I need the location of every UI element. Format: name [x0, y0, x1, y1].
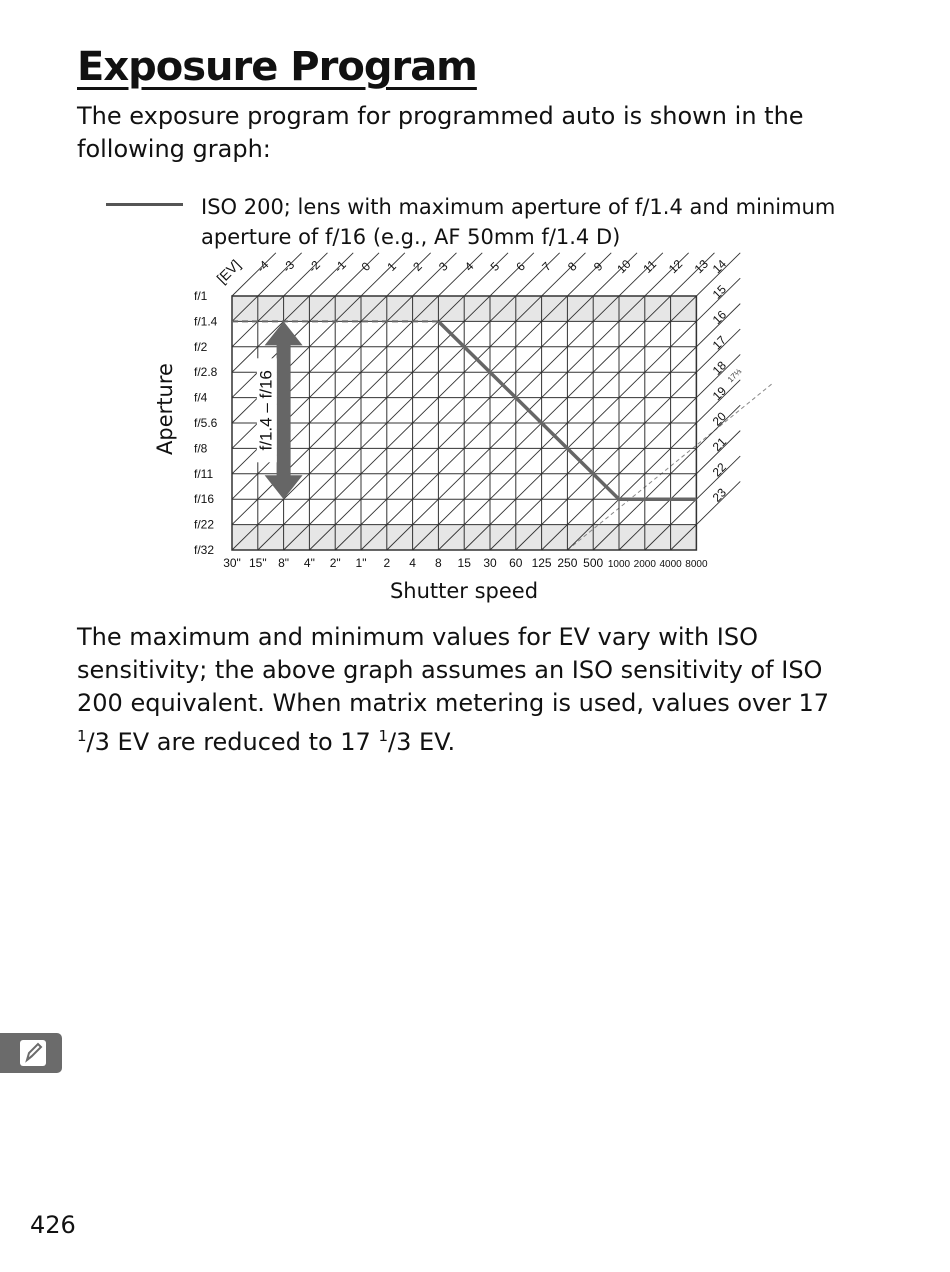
ev-label-top: 3: [435, 259, 451, 274]
ev-label-top: 11: [640, 257, 660, 276]
ev-label-top: 2: [410, 259, 425, 274]
ev-label-right: 14: [709, 256, 730, 277]
body-paragraph: [77, 621, 867, 759]
x-tick-label: 4000: [659, 559, 682, 570]
ev-label-right: 19: [709, 383, 730, 404]
x-tick-label: 4": [303, 556, 315, 570]
fraction-numerator: 1: [77, 727, 87, 745]
page-number: 426: [30, 1211, 76, 1239]
x-tick-label: 2": [329, 556, 341, 570]
x-tick-label: 8: [435, 556, 442, 570]
fraction-denominator: /3: [86, 728, 110, 756]
pencil-icon: [20, 1040, 46, 1066]
x-tick-label: 1000: [607, 559, 631, 570]
y-tick-label: f/2.8: [194, 365, 218, 380]
ev-label-top: 4: [461, 259, 477, 274]
section-tab[interactable]: [0, 1033, 62, 1073]
ev-label-right: 16: [709, 307, 730, 327]
x-tick-label: 15: [457, 556, 471, 570]
ev-label-top: 6: [513, 259, 529, 274]
y-tick-label: f/8: [194, 441, 208, 456]
x-tick-label: 125: [531, 556, 552, 570]
body-text-prefix: The maximum and minimum values for EV vary with ISO sensitivity; the above graph assumes an ISO sensitivity of ISO 200 equivalent. When matrix metering is used, values over 17: [77, 623, 830, 717]
page-title: Exposure Program: [77, 44, 477, 90]
ev-label-top: 9: [590, 259, 606, 274]
y-tick-label: f/1.4: [194, 314, 218, 329]
ev-label-right: 17: [709, 333, 730, 353]
x-tick-label: 500: [583, 556, 604, 570]
x-tick-label: 4: [409, 556, 416, 570]
y-tick-label: f/5.6: [194, 416, 218, 430]
ev-label-right: 22: [709, 460, 730, 480]
ev-label-right: 20: [709, 409, 730, 429]
x-tick-label: 2000: [633, 559, 656, 570]
body-text-middle: EV are reduced to 17: [109, 728, 371, 756]
fraction-numerator-2: 1: [378, 727, 389, 745]
ev-label-right: 15: [709, 282, 730, 302]
x-axis-label: Shutter speed: [389, 579, 539, 603]
x-tick-label: 1": [355, 556, 367, 570]
ev-label-top: -1: [331, 257, 349, 276]
ev-label-right: 21: [709, 434, 730, 454]
ev-label-top: -2: [305, 257, 324, 276]
ev-diagonal: [490, 304, 740, 550]
ev-diagonal: [232, 253, 276, 296]
exposure-program-chart: [0, 0, 950, 600]
ev-label-top: 8: [564, 259, 580, 274]
x-tick-label: 2: [383, 556, 391, 570]
ev-label-top: -4: [253, 257, 272, 276]
x-tick-label: 8": [278, 556, 290, 570]
body-text-end: EV.: [411, 728, 456, 756]
ev-label-top: 7: [539, 259, 554, 274]
y-tick-label: f/22: [194, 517, 215, 532]
y-tick-label: f/1: [194, 289, 208, 303]
legend-label: ISO 200; lens with maximum aperture of f/1.4 and minimum aperture of f/16 (e.g., AF 50mm f/1.4 D): [201, 195, 836, 249]
ev-label-right: 18: [709, 358, 730, 378]
y-tick-label: f/16: [194, 492, 215, 507]
aperture-range-label: f/1.4 – f/16: [256, 370, 276, 451]
ev-limit-label: 17⅓: [725, 366, 744, 385]
ev-label-top: 1: [384, 259, 400, 274]
y-tick-label: f/32: [194, 543, 215, 557]
fraction-denominator-2: /3: [388, 728, 412, 756]
y-tick-label: f/4: [194, 390, 208, 405]
x-tick-label: 15": [248, 556, 267, 570]
x-tick-label: 250: [557, 556, 578, 570]
ev-label-top: 13: [691, 256, 711, 277]
x-tick-label: 30": [223, 556, 241, 570]
y-tick-label: f/2: [194, 339, 208, 354]
x-tick-label: 8000: [685, 559, 708, 570]
x-tick-label: 60: [509, 556, 523, 570]
y-tick-label: f/11: [194, 466, 214, 481]
ev-label-top: 0: [358, 259, 374, 274]
ev-label-top: 12: [665, 256, 686, 277]
ev-axis-label: [EV]: [213, 256, 244, 287]
ev-label-top: 5: [487, 259, 503, 274]
x-tick-label: 30: [483, 556, 497, 570]
intro-paragraph: The exposure program for programmed auto is shown in the following graph:: [77, 102, 804, 163]
ev-label-right: 23: [709, 485, 730, 505]
range-arrow-shaft: [277, 343, 291, 477]
ev-diagonal: [516, 329, 740, 550]
ev-label-top: -3: [279, 257, 298, 276]
ev-diagonal: [671, 481, 741, 550]
ev-label-top: 10: [614, 256, 634, 277]
y-axis-label: Aperture: [153, 363, 177, 455]
